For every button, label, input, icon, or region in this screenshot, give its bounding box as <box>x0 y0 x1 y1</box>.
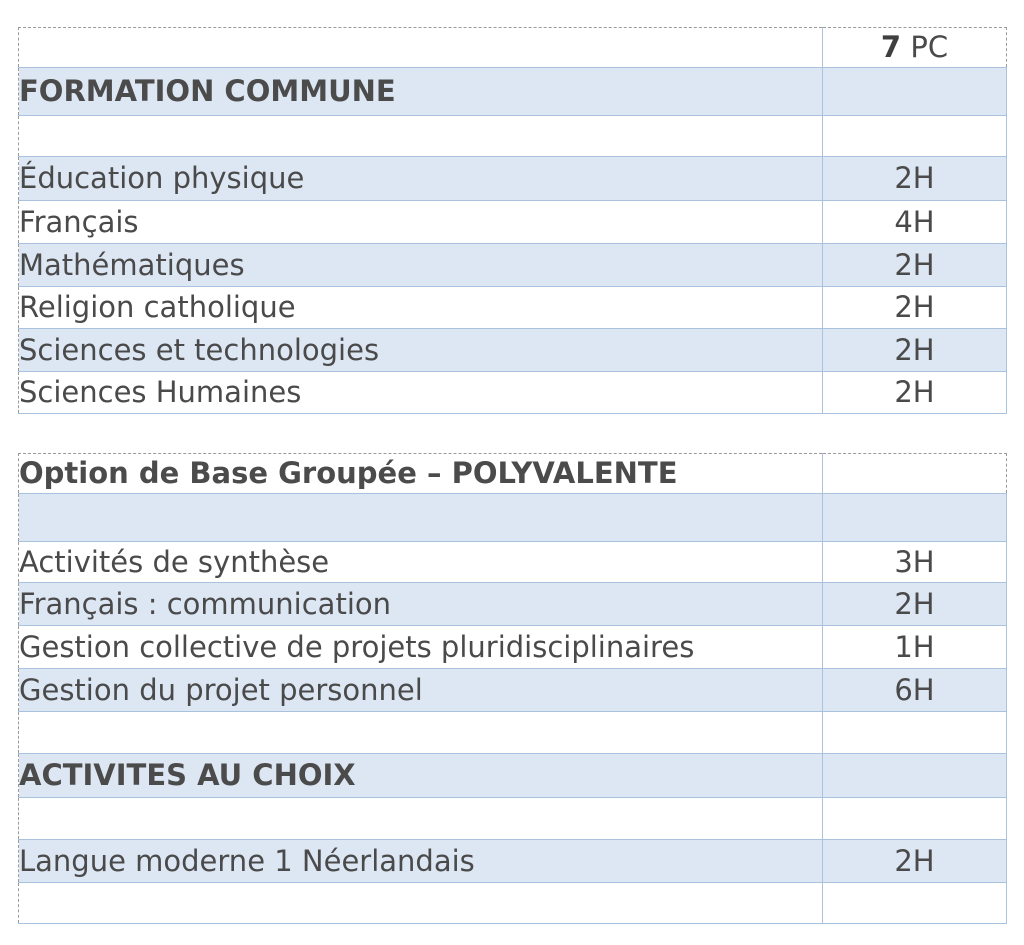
spacer-cell <box>823 883 1007 924</box>
spacer-cell <box>19 494 823 542</box>
section-title: ACTIVITES AU CHOIX <box>19 754 823 798</box>
spacer-cell <box>823 494 1007 542</box>
subject-name: Langue moderne 1 Néerlandais <box>19 840 823 883</box>
subject-hours: 3H <box>823 542 1007 583</box>
subject-hours: 2H <box>823 840 1007 883</box>
subject-hours: 2H <box>823 372 1007 414</box>
spacer-cell <box>19 798 823 840</box>
table-row <box>19 542 1007 583</box>
table-row <box>19 626 1007 669</box>
spacer-row <box>19 798 1007 840</box>
spacer-cell <box>19 883 823 924</box>
subject-name: Gestion collective de projets pluridisciplinaires <box>19 626 823 669</box>
pc-unit: PC <box>910 30 949 64</box>
spacer-cell <box>19 712 823 754</box>
section-hours-cell <box>823 68 1007 116</box>
section-title: FORMATION COMMUNE <box>19 68 823 116</box>
spacer-cell <box>19 116 823 157</box>
subject-name: Religion catholique <box>19 287 823 329</box>
subject-hours: 2H <box>823 287 1007 329</box>
table-row <box>19 583 1007 626</box>
spacer-row <box>19 116 1007 157</box>
subject-hours: 4H <box>823 201 1007 244</box>
pc-header-cell <box>823 28 1007 68</box>
table-row <box>19 329 1007 372</box>
table-row <box>19 157 1007 201</box>
table-row <box>19 372 1007 414</box>
subject-hours: 2H <box>823 583 1007 626</box>
table-row <box>19 244 1007 287</box>
header-row <box>19 28 1007 68</box>
section-hours-cell <box>823 754 1007 798</box>
spacer-cell <box>823 712 1007 754</box>
subject-name: Français : communication <box>19 583 823 626</box>
table-row <box>19 201 1007 244</box>
spacer-cell <box>823 116 1007 157</box>
section-title: Option de Base Groupée – POLYVALENTE <box>19 454 823 494</box>
section-hours-cell <box>823 454 1007 494</box>
spacer-row <box>19 494 1007 542</box>
subject-hours: 6H <box>823 669 1007 712</box>
subject-name: Sciences Humaines <box>19 372 823 414</box>
subject-name: Français <box>19 201 823 244</box>
subject-hours: 2H <box>823 157 1007 201</box>
table-row <box>19 669 1007 712</box>
section-row <box>19 754 1007 798</box>
subject-hours: 1H <box>823 626 1007 669</box>
subject-name: Mathématiques <box>19 244 823 287</box>
subject-hours: 2H <box>823 244 1007 287</box>
formation-commune-table <box>18 27 1007 414</box>
option-base-groupee-table <box>18 453 1007 924</box>
table-row <box>19 287 1007 329</box>
section-row <box>19 68 1007 116</box>
subject-hours: 2H <box>823 329 1007 372</box>
spacer-cell <box>823 798 1007 840</box>
subject-name: Activités de synthèse <box>19 542 823 583</box>
section-row <box>19 454 1007 494</box>
table-row <box>19 840 1007 883</box>
subject-name: Gestion du projet personnel <box>19 669 823 712</box>
spacer-row <box>19 883 1007 924</box>
header-empty-cell <box>19 28 823 68</box>
subject-name: Sciences et technologies <box>19 329 823 372</box>
subject-name: Éducation physique <box>19 157 823 201</box>
spacer-row <box>19 712 1007 754</box>
pc-count: 7 <box>880 30 902 64</box>
